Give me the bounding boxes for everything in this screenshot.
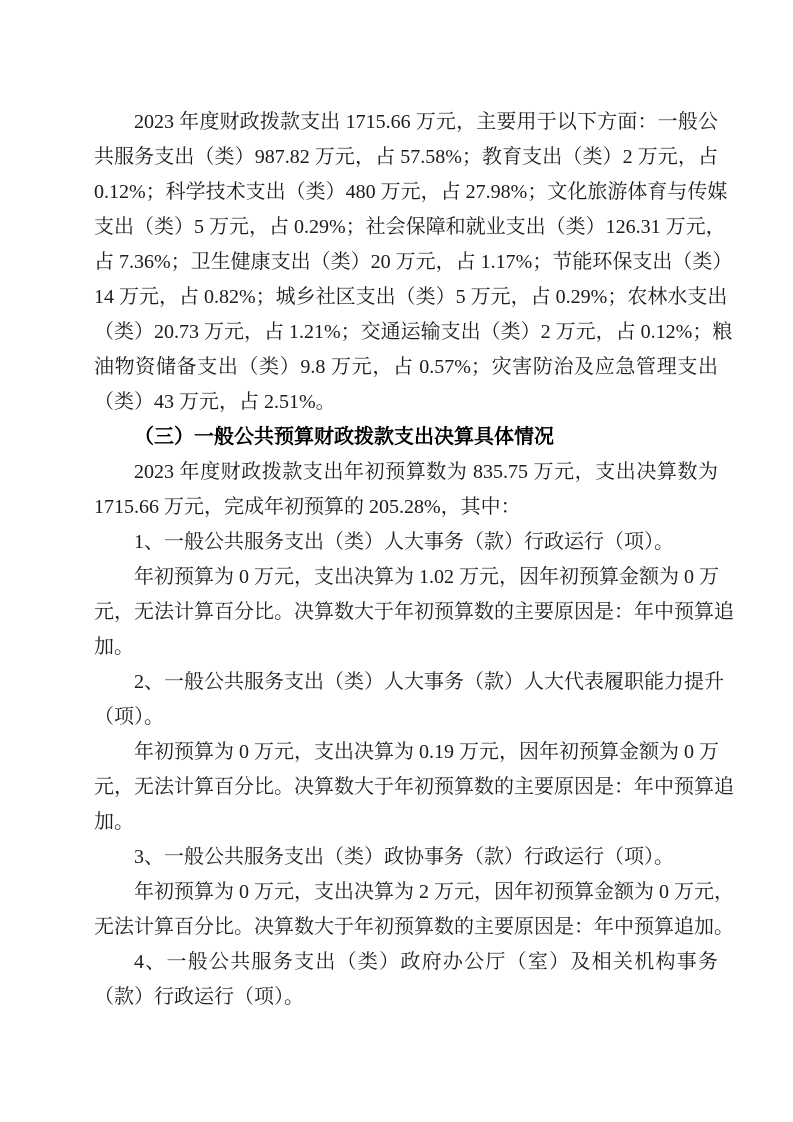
- text-line: 1715.66 万元，完成年初预算的 205.28%，其中：: [94, 496, 521, 518]
- text-line: 0.12%；科学技术支出（类）480 万元，占 27.98%；文化旅游体育与传媒: [94, 181, 728, 203]
- text-line: 支出（类）5 万元，占 0.29%；社会保障和就业支出（类）126.31 万元，: [94, 216, 726, 238]
- paragraph-expenditure-breakdown: [94, 105, 733, 420]
- text-line: 油物资储备支出（类）9.8 万元，占 0.57%；灾害防治及应急管理支出: [94, 356, 718, 378]
- paragraph-item-1-detail: [94, 560, 734, 665]
- paragraph-item-3-detail: [94, 875, 734, 945]
- text-line: 年初预算为 0 万元，支出决算为 2 万元，因年初预算金额为 0 万元，: [134, 881, 734, 903]
- text-line: 4、一般公共服务支出（类）政府办公厅（室）及相关机构事务: [134, 951, 718, 973]
- paragraph-item-3-title: [94, 840, 718, 875]
- text-line: 2、一般公共服务支出（类）人大事务（款）人大代表履职能力提升: [134, 671, 724, 693]
- text-line: 2023 年度财政拨款支出 1715.66 万元，主要用于以下方面：一般公: [134, 111, 718, 133]
- text-line: 2023 年度财政拨款支出年初预算数为 835.75 万元，支出决算数为: [134, 461, 718, 483]
- paragraph-item-4-title: [94, 945, 718, 1015]
- paragraph-item-2-title: [94, 665, 724, 735]
- paragraph-item-2-detail: [94, 735, 734, 840]
- text-line: （款）行政运行（项）。: [94, 986, 304, 1008]
- text-line: 元，无法计算百分比。决算数大于年初预算数的主要原因是：年中预算追: [94, 601, 734, 623]
- text-line: 年初预算为 0 万元，支出决算为 1.02 万元，因年初预算金额为 0 万: [134, 566, 719, 588]
- text-line: （类）43 万元，占 2.51%。: [94, 391, 336, 413]
- text-line: （类）20.73 万元，占 1.21%；交通运输支出（类）2 万元，占 0.12%；粮: [94, 321, 733, 343]
- text-line: 共服务支出（类）987.82 万元，占 57.58%；教育支出（类）2 万元，占: [94, 146, 718, 168]
- text-line: 14 万元，占 0.82%；城乡社区支出（类）5 万元，占 0.29%；农林水支出: [94, 286, 728, 308]
- text-line: 3、一般公共服务支出（类）政协事务（款）行政运行（项）。: [134, 846, 674, 868]
- text-line: 加。: [94, 811, 134, 833]
- text-line: （项）。: [94, 706, 164, 728]
- text-line: 无法计算百分比。决算数大于年初预算数的主要原因是：年中预算追加。: [94, 916, 734, 938]
- text-line: 元，无法计算百分比。决算数大于年初预算数的主要原因是：年中预算追: [94, 776, 734, 798]
- paragraph-item-1-title: [94, 525, 718, 560]
- text-line: 年初预算为 0 万元，支出决算为 0.19 万元，因年初预算金额为 0 万: [134, 741, 719, 763]
- text-line: 占 7.36%；卫生健康支出（类）20 万元，占 1.17%；节能环保支出（类）: [94, 251, 733, 273]
- paragraph-budget-summary: [94, 455, 718, 525]
- section-heading-budget-expenditure-details: （三）一般公共预算财政拨款支出决算具体情况: [134, 426, 554, 448]
- text-line: 1、一般公共服务支出（类）人大事务（款）行政运行（项）。: [134, 531, 674, 553]
- text-line: 加。: [94, 636, 134, 658]
